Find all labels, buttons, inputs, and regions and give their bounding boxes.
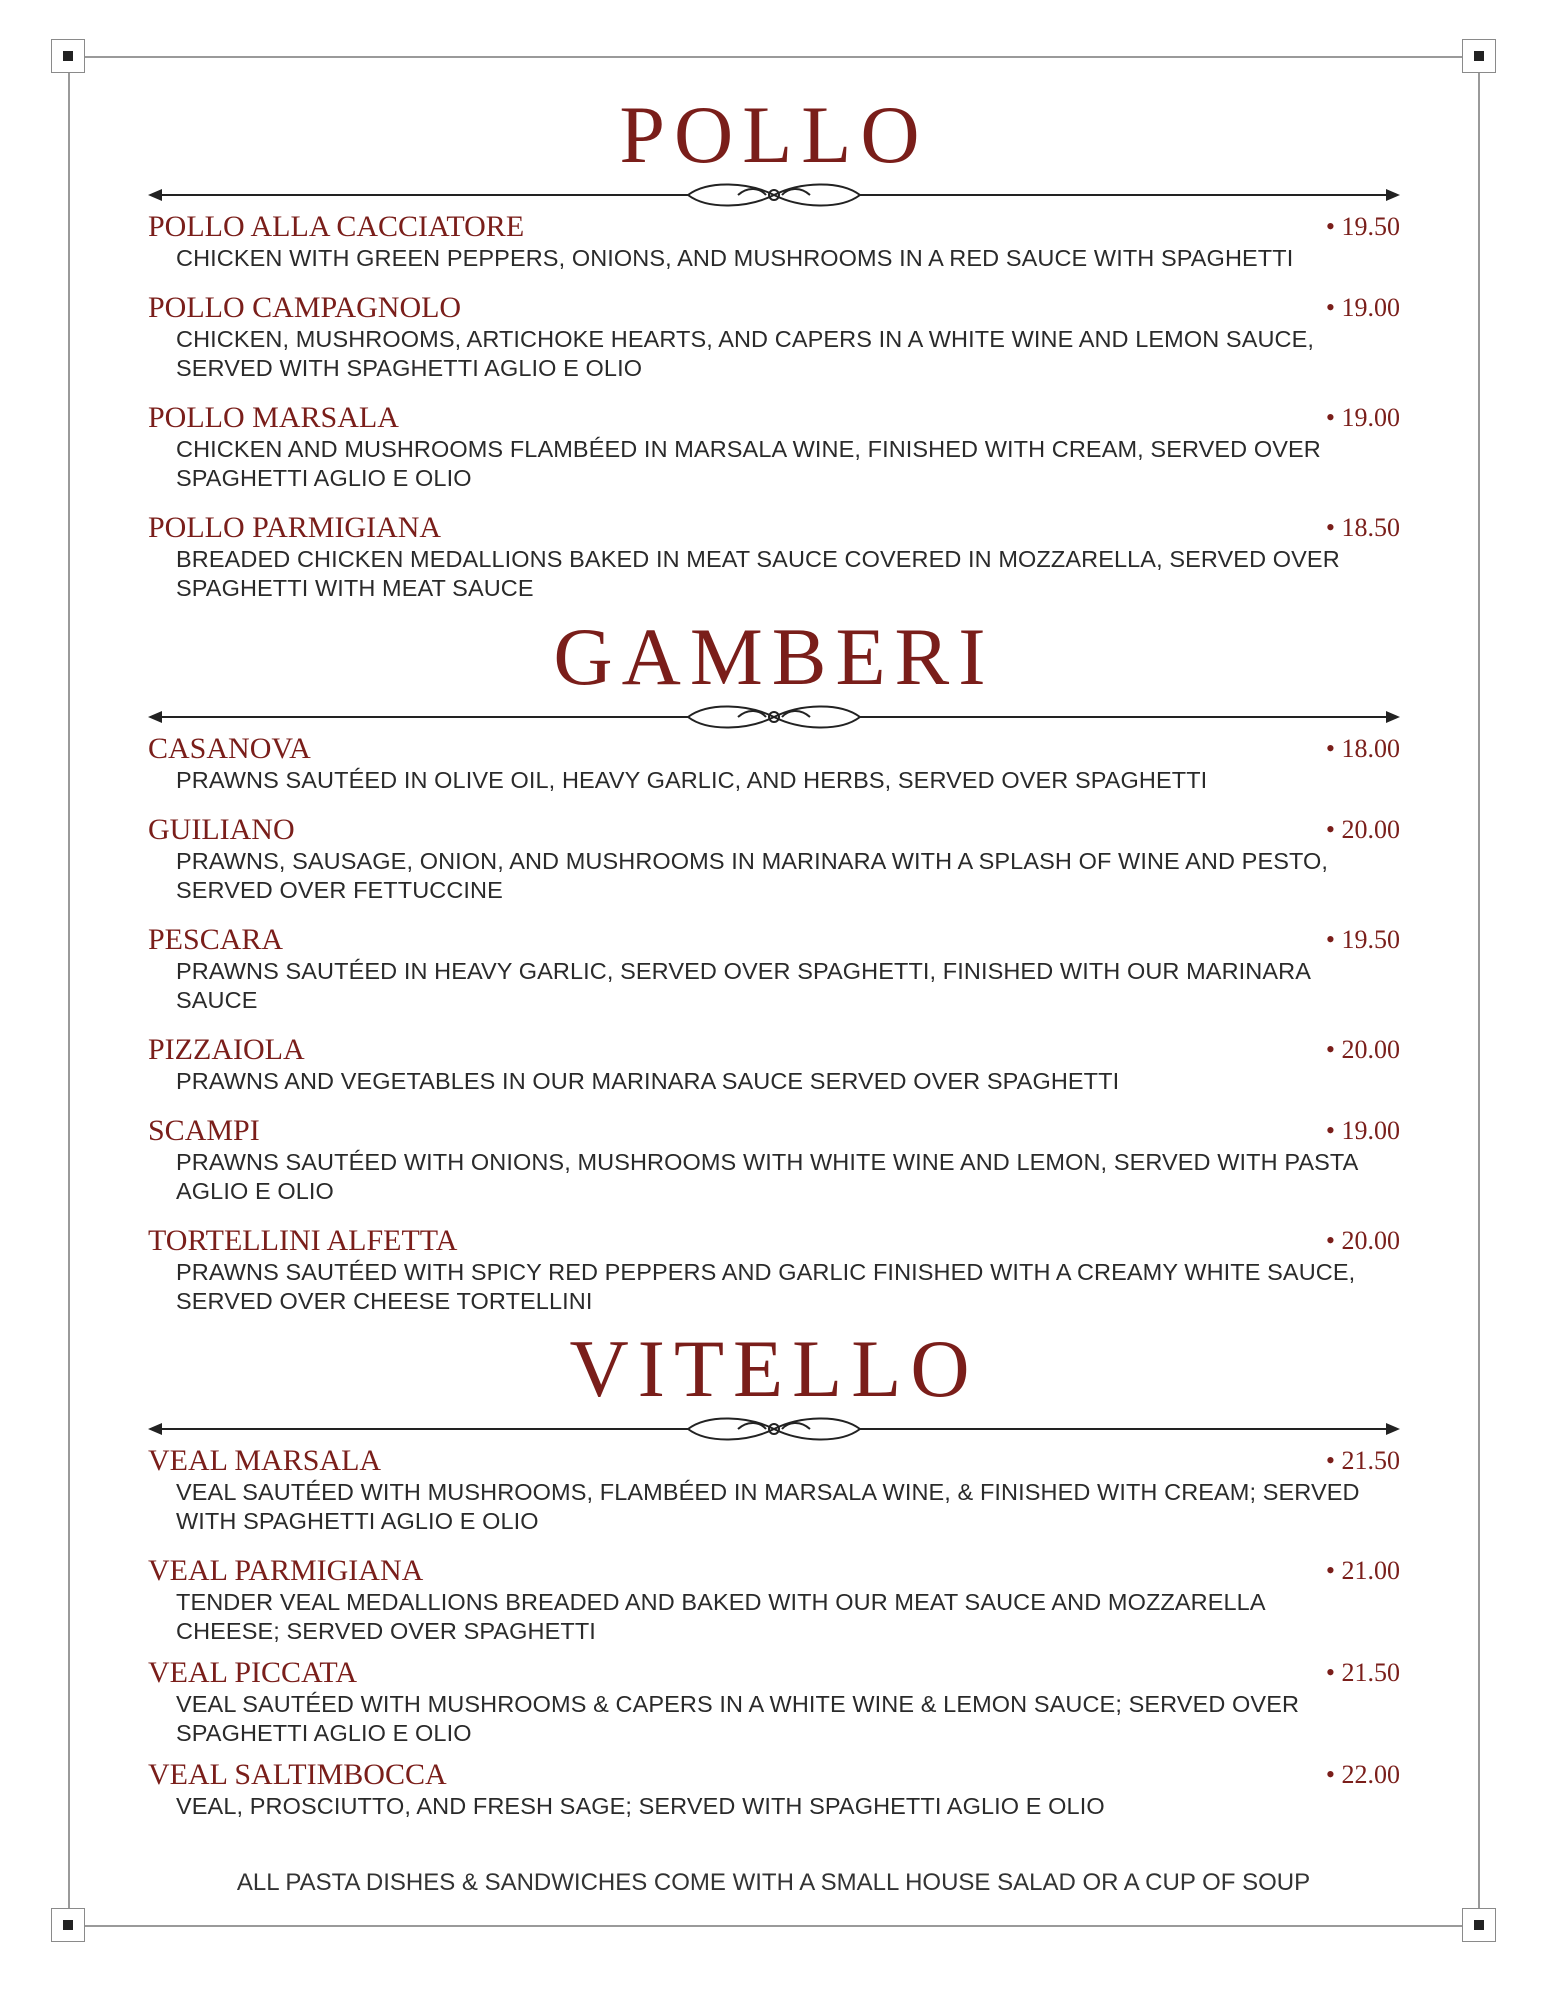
menu-item [148,1554,1400,1646]
menu-item [148,401,1400,493]
item-price: • 19.50 [1325,212,1400,241]
item-description: CHICKEN WITH GREEN PEPPERS, ONIONS, AND MUSHROOMS IN A RED SAUCE WITH SPAGHETTI [176,245,1294,271]
item-price: • 19.00 [1325,403,1400,432]
item-price: • 19.00 [1325,1116,1400,1145]
item-name: POLLO MARSALA [148,401,399,434]
item-description: VEAL SAUTÉED WITH MUSHROOMS & CAPERS IN A WHITE WINE & LEMON SAUCE; SERVED OVER SPAGHETTI AGLIO E OLIO [176,1691,1300,1746]
corner-square-icon [51,1908,85,1942]
menu-item [148,923,1400,1015]
section-vitello [148,1324,1400,1821]
item-name: POLLO ALLA CACCIATORE [148,210,525,243]
item-price: • 22.00 [1325,1760,1400,1789]
section-title: VITELLO [569,1323,979,1414]
menu-item [148,291,1400,383]
item-name: TORTELLINI ALFETTA [148,1224,458,1257]
menu-item [148,511,1400,603]
item-description: CHICKEN AND MUSHROOMS FLAMBÉED IN MARSALA WINE, FINISHED WITH CREAM, SERVED OVER SPAGHETTI AGLIO E OLIO [176,436,1321,491]
corner-square-icon [1462,1908,1496,1942]
item-name: VEAL PARMIGIANA [148,1554,424,1587]
item-description: PRAWNS SAUTÉED WITH ONIONS, MUSHROOMS WITH WHITE WINE AND LEMON, SERVED WITH PASTA AGLIO E OLIO [176,1149,1358,1204]
item-name: GUILIANO [148,813,295,846]
item-description: PRAWNS, SAUSAGE, ONION, AND MUSHROOMS IN MARINARA WITH A SPLASH OF WINE AND PESTO, SERVED OVER FETTUCCINE [176,848,1329,903]
item-name: VEAL MARSALA [148,1444,382,1477]
menu-item [148,732,1400,795]
item-description: VEAL, PROSCIUTTO, AND FRESH SAGE; SERVED WITH SPAGHETTI AGLIO E OLIO [176,1793,1105,1819]
item-price: • 20.00 [1325,1226,1400,1255]
item-name: VEAL SALTIMBOCCA [148,1758,447,1791]
item-name: POLLO PARMIGIANA [148,511,442,544]
frame-right [1478,73,1480,1909]
menu-item [148,1656,1400,1748]
item-price: • 18.00 [1325,734,1400,763]
frame-left [68,73,70,1909]
item-name: PESCARA [148,923,284,956]
item-price: • 19.00 [1325,293,1400,322]
menu-item [148,1224,1400,1316]
ornament-arrow-divider-icon [148,182,1400,208]
corner-square-icon [51,39,85,73]
item-description: TENDER VEAL MEDALLIONS BREADED AND BAKED WITH OUR MEAT SAUCE AND MOZZARELLA CHEESE; SERVED OVER SPAGHETTI [176,1589,1265,1644]
section-pollo [148,90,1400,603]
item-description: PRAWNS SAUTÉED WITH SPICY RED PEPPERS AND GARLIC FINISHED WITH A CREAMY WHITE SAUCE, SERVED OVER CHEESE TORTELLINI [176,1259,1356,1314]
item-name: SCAMPI [148,1114,260,1147]
menu-item [148,1758,1400,1821]
item-price: • 20.00 [1325,815,1400,844]
menu-item [148,210,1400,273]
frame-top [85,56,1463,58]
item-description: VEAL SAUTÉED WITH MUSHROOMS, FLAMBÉED IN MARSALA WINE, & FINISHED WITH CREAM; SERVED WITH SPAGHETTI AGLIO E OLIO [176,1479,1360,1534]
frame-bottom [85,1925,1463,1927]
item-price: • 21.00 [1325,1556,1400,1585]
item-name: POLLO CAMPAGNOLO [148,291,462,324]
item-description: BREADED CHICKEN MEDALLIONS BAKED IN MEAT SAUCE COVERED IN MOZZARELLA, SERVED OVER SPAGHETTI WITH MEAT SAUCE [176,546,1340,601]
item-name: VEAL PICCATA [148,1656,357,1689]
item-price: • 21.50 [1325,1446,1400,1475]
section-gamberi [148,612,1400,1316]
item-price: • 21.50 [1325,1658,1400,1687]
item-description: CHICKEN, MUSHROOMS, ARTICHOKE HEARTS, AND CAPERS IN A WHITE WINE AND LEMON SAUCE, SERVED WITH SPAGHETTI AGLIO E OLIO [176,326,1315,381]
menu-item [148,1033,1400,1096]
item-name: PIZZAIOLA [148,1033,305,1066]
menu-item [148,813,1400,905]
item-description: PRAWNS SAUTÉED IN OLIVE OIL, HEAVY GARLIC, AND HERBS, SERVED OVER SPAGHETTI [176,767,1208,793]
item-price: • 19.50 [1325,925,1400,954]
ornament-arrow-divider-icon [148,704,1400,730]
menu-item [148,1444,1400,1536]
section-title: POLLO [619,89,929,180]
item-description: PRAWNS SAUTÉED IN HEAVY GARLIC, SERVED OVER SPAGHETTI, FINISHED WITH OUR MARINARA SAUCE [176,958,1310,1013]
menu-item [148,1114,1400,1206]
corner-square-icon [1462,39,1496,73]
item-description: PRAWNS AND VEGETABLES IN OUR MARINARA SAUCE SERVED OVER SPAGHETTI [176,1068,1120,1094]
item-price: • 18.50 [1325,513,1400,542]
footer-note: ALL PASTA DISHES & SANDWICHES COME WITH A SMALL HOUSE SALAD OR A CUP OF SOUP [236,1869,1311,1896]
ornament-arrow-divider-icon [148,1416,1400,1442]
item-name: CASANOVA [148,732,311,765]
section-title: GAMBERI [553,611,995,702]
item-price: • 20.00 [1325,1035,1400,1064]
